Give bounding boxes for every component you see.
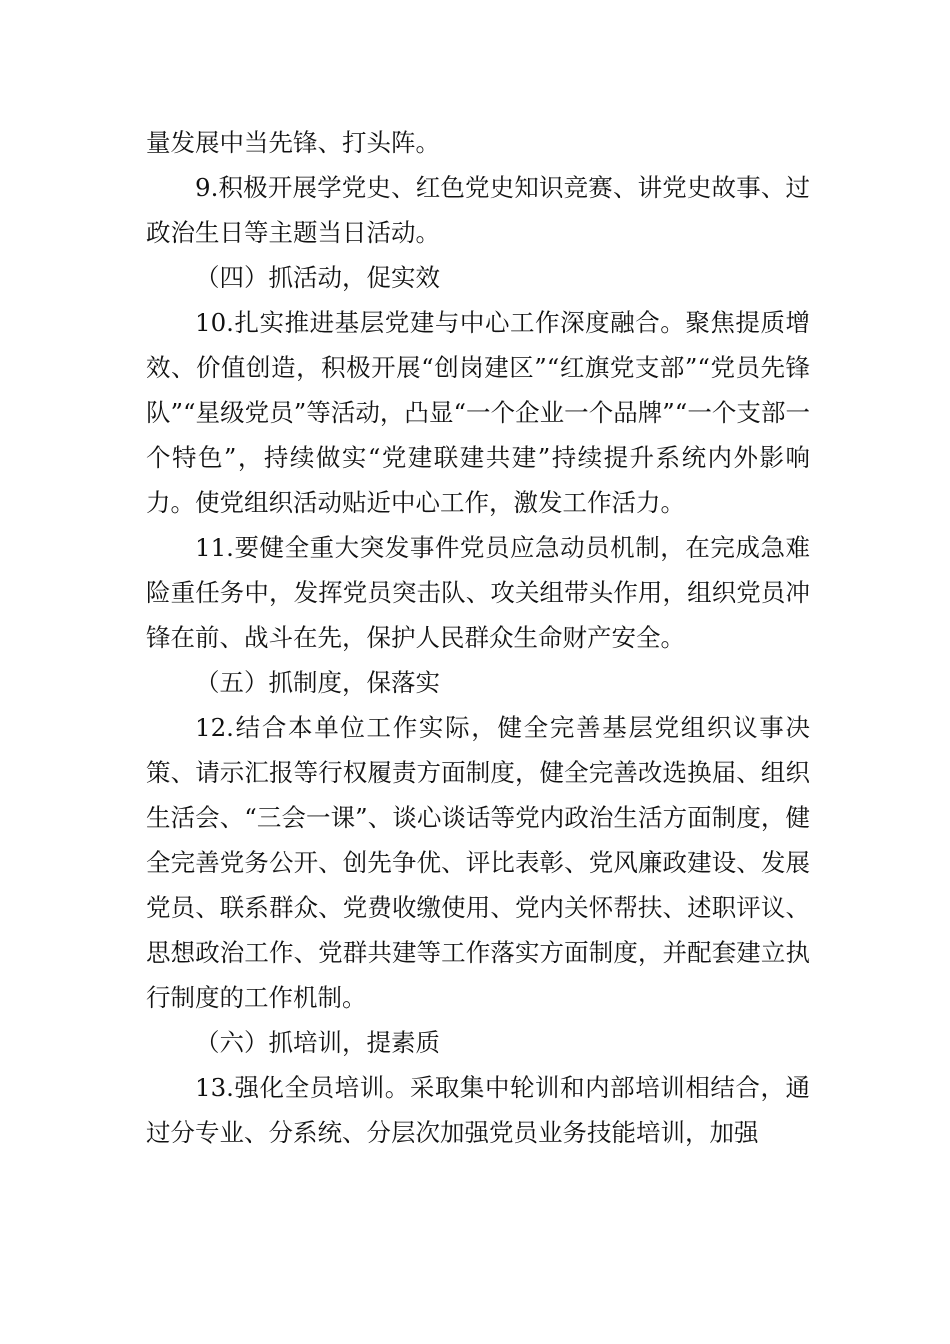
paragraph-item-12: 12.结合本单位工作实际，健全完善基层党组织议事决策、请示汇报等行权履责方面制度，健全完善改选换届、组织生活会、“三会一课”、谈心谈话等党内政治生活方面制度，健全完善党务公开、创先争优、评比表彰、党风廉政建设、发展党员、联系群众、党费收缴使用、党内关怀帮扶、述职评议、思想政治工作、党群共建等工作落实方面制度，并配套建立执行制度的工作机制。 — [146, 713, 810, 1012]
paragraph-continuation: 量发展中当先锋、打头阵。 — [146, 128, 440, 157]
section-heading-6: （六）抓培训，提素质 — [195, 1028, 440, 1057]
paragraph-item-13: 13.强化全员培训。采取集中轮训和内部培训相结合，通过分专业、分系统、分层次加强党员业务技能培训，加强 — [146, 1073, 810, 1147]
section-heading-4: （四）抓活动，促实效 — [195, 263, 440, 292]
paragraph-item-11: 11.要健全重大突发事件党员应急动员机制，在完成急难险重任务中，发挥党员突击队、攻关组带头作用，组织党员冲锋在前、战斗在先，保护人民群众生命财产安全。 — [146, 533, 810, 652]
document-body — [146, 120, 810, 1155]
section-heading-5: （五）抓制度，保落实 — [195, 668, 440, 697]
paragraph-item-10: 10.扎实推进基层党建与中心工作深度融合。聚焦提质增效、价值创造，积极开展“创岗建区”“红旗党支部”“党员先锋队”“星级党员”等活动，凸显“一个企业一个品牌”“一个支部一个特色”，持续做实“党建联建共建”持续提升系统内外影响力。使党组织活动贴近中心工作，激发工作活力。 — [146, 308, 810, 517]
paragraph-item-9: 9.积极开展学党史、红色党史知识竞赛、讲党史故事、过政治生日等主题当日活动。 — [146, 173, 810, 247]
